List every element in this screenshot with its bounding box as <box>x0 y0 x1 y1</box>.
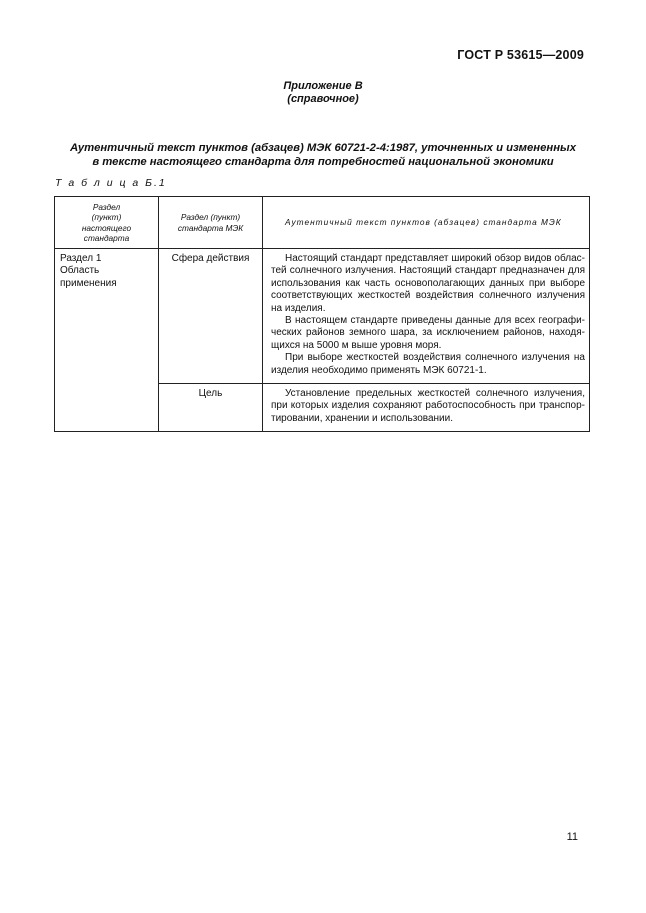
header-line: Раздел <box>92 201 121 212</box>
header-cell-national-section <box>55 197 159 249</box>
section-name: Область применения <box>60 265 117 289</box>
header-cell-iec-section <box>159 197 263 249</box>
table-header-row <box>55 197 590 249</box>
national-section-cell <box>55 249 159 432</box>
iec-section-cell: Сфера действия <box>159 249 263 384</box>
text-paragraph: При выборе жесткостей воздействия солнечного излучения на изделия необходимо применять МЭК 60721-1. <box>271 352 585 376</box>
comparison-table <box>54 196 590 432</box>
authentic-text-cell <box>263 384 590 432</box>
standard-code: ГОСТ Р 53615—2009 <box>457 48 584 62</box>
header-line: Раздел (пункт) <box>180 212 241 222</box>
header-line: настоящего <box>81 222 132 233</box>
table-row <box>55 249 590 384</box>
header-line: стандарта <box>83 233 130 243</box>
section-number: Раздел 1 <box>60 253 102 264</box>
document-title <box>40 141 606 169</box>
text-paragraph: Настоящий стандарт представляет широкий обзор видов областей солнечного излучения. Настоящий стандарт предназначен для использования как часть основополагающих данных при выборе соответствующих жесткостей воздействия солнечного излучения на изделия. <box>271 253 585 314</box>
document-title-line: Аутентичный текст пунктов (абзацев) МЭК 60721-2-4:1987, уточненных и измененных <box>70 142 576 154</box>
appendix-subtitle: (справочное) <box>287 93 359 105</box>
header-line: стандарта МЭК <box>177 222 244 233</box>
header-line: (пункт) <box>91 212 122 222</box>
text-paragraph: Установление предельных жесткостей солнечного излучения, при которых изделия сохраняют работоспособность при транспортировании, хранении и использовании. <box>271 388 585 424</box>
text-paragraph: В настоящем стандарте приведены данные для всех географических районов земного шара, за исключением районов, находящихся на 5000 м выше уровня моря. <box>271 315 585 351</box>
header-cell-authentic-text: Аутентичный текст пунктов (абзацев) стандарта МЭК <box>263 197 590 249</box>
iec-section-cell: Цель <box>159 384 263 432</box>
document-title-line: в тексте настоящего стандарта для потребностей национальной экономики <box>92 156 554 168</box>
appendix-heading <box>0 80 646 106</box>
table-caption: Т а б л и ц а Б.1 <box>55 177 167 189</box>
authentic-text-cell <box>263 249 590 384</box>
page-number: 11 <box>566 831 578 843</box>
appendix-title: Приложение В <box>283 80 363 92</box>
